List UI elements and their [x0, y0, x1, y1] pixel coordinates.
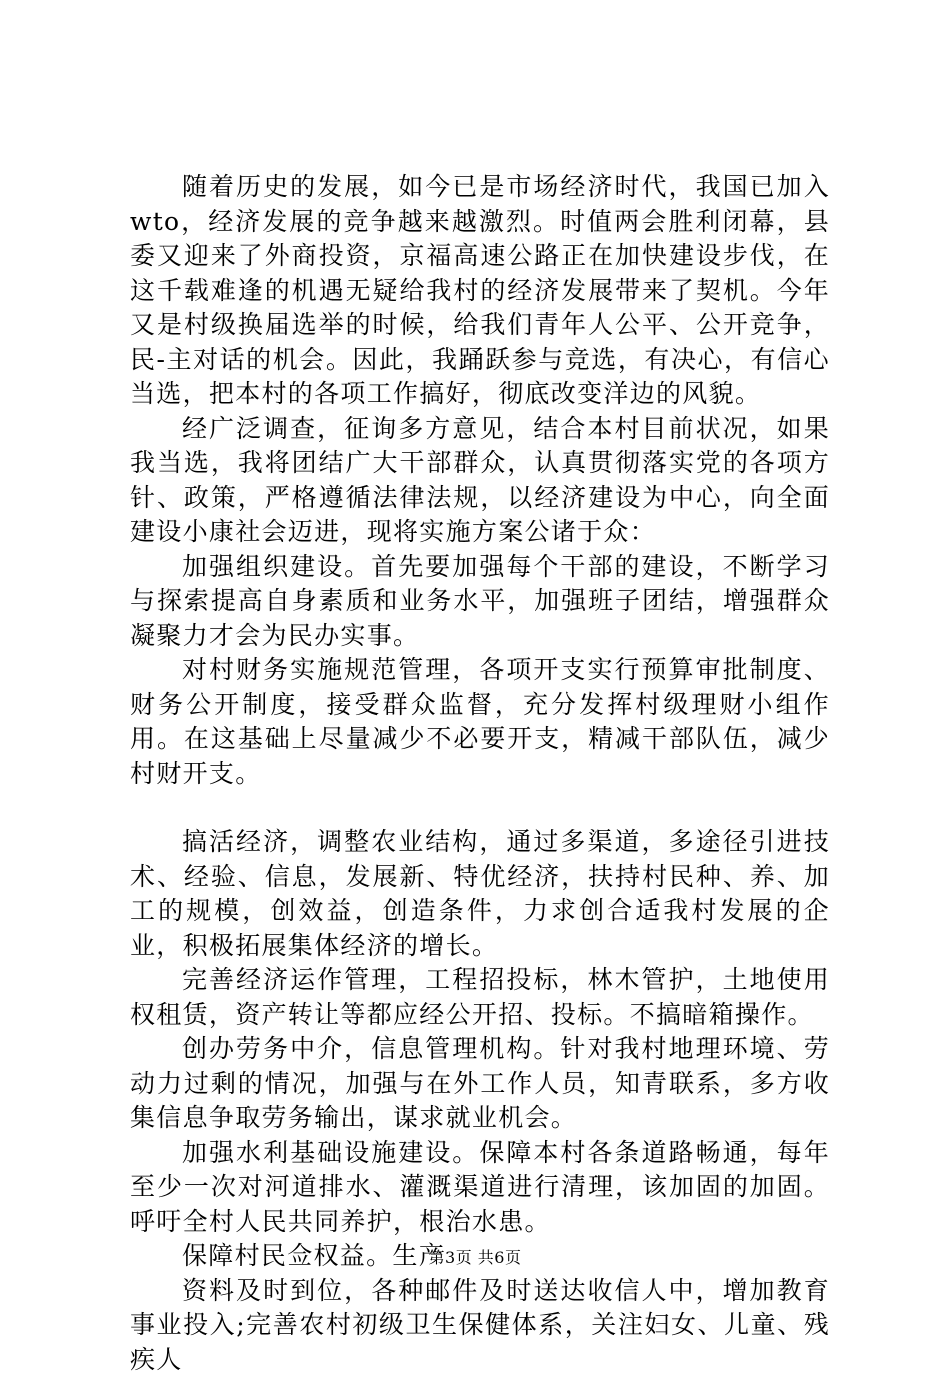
paragraph-gap: [130, 791, 830, 825]
paragraph-materials: 资料及时到位，各种邮件及时送达收信人中，增加教育事业投入;完善农村初级卫生保健体系，关注妇女、儿童、残疾人: [130, 1274, 830, 1377]
paragraph-organization: 加强组织建设。首先要加强每个干部的建设，不断学习与探索提高自身素质和业务水平，加强班子团结，增强群众凝聚力才会为民办实事。: [130, 550, 830, 654]
paragraph-rights: 保障村民佥权益。生产: [130, 1239, 830, 1274]
page-number: 第3页 共6页: [0, 1245, 950, 1268]
document-body: [130, 170, 830, 1377]
paragraph-intro: 随着历史的发展，如今已是市场经济时代，我国已加入wto，经济发展的竞争越来越激烈。时值两会胜利闭幕，县委又迎来了外商投资，京福高速公路正在加快建设步伐，在这千载难逢的机遇无疑给我村的经济发展带来了契机。今年又是村级换届选举的时候，给我们青年人公平、公开竞争，民-主对话的机会。因此，我踊跃参与竞选，有决心，有信心当选，把本村的各项工作搞好，彻底改变洋边的风貌。: [130, 170, 830, 412]
paragraph-water: 加强水利基础设施建设。保障本村各条道路畅通，每年至少一次对河道排水、灌溉渠道进行清理，该加固的加固。呼吁全村人民共同养护，根治水患。: [130, 1136, 830, 1240]
paragraph-operation: 完善经济运作管理，工程招投标，林木管护，土地使用权租赁，资产转让等都应经公开招、投标。不搞暗箱操作。: [130, 963, 830, 1032]
paragraph-plan-intro: 经广泛调查，征询多方意见，结合本村目前状况，如果我当选，我将团结广大干部群众，认真贯彻落实党的各项方针、政策，严格遵循法律法规，以经济建设为中心，向全面建设小康社会迈进，现将实施方案公诸于众：: [130, 412, 830, 550]
paragraph-finance: 对村财务实施规范管理，各项开支实行预算审批制度、财务公开制度，接受群众监督，充分发挥村级理财小组作用。在这基础上尽量减少不必要开支，精减干部队伍，减少村财开支。: [130, 653, 830, 791]
paragraph-labor: 创办劳务中介，信息管理机构。针对我村地理环境、劳动力过剩的情况，加强与在外工作人员，知青联系，多方收集信息争取劳务输出，谋求就业机会。: [130, 1032, 830, 1136]
paragraph-economy: 搞活经济，调整农业结构，通过多渠道，多途径引进技术、经验、信息，发展新、特优经济，扶持村民种、养、加工的规模，创效益，创造条件，力求创合适我村发展的企业，积极拓展集体经济的增长。: [130, 825, 830, 963]
